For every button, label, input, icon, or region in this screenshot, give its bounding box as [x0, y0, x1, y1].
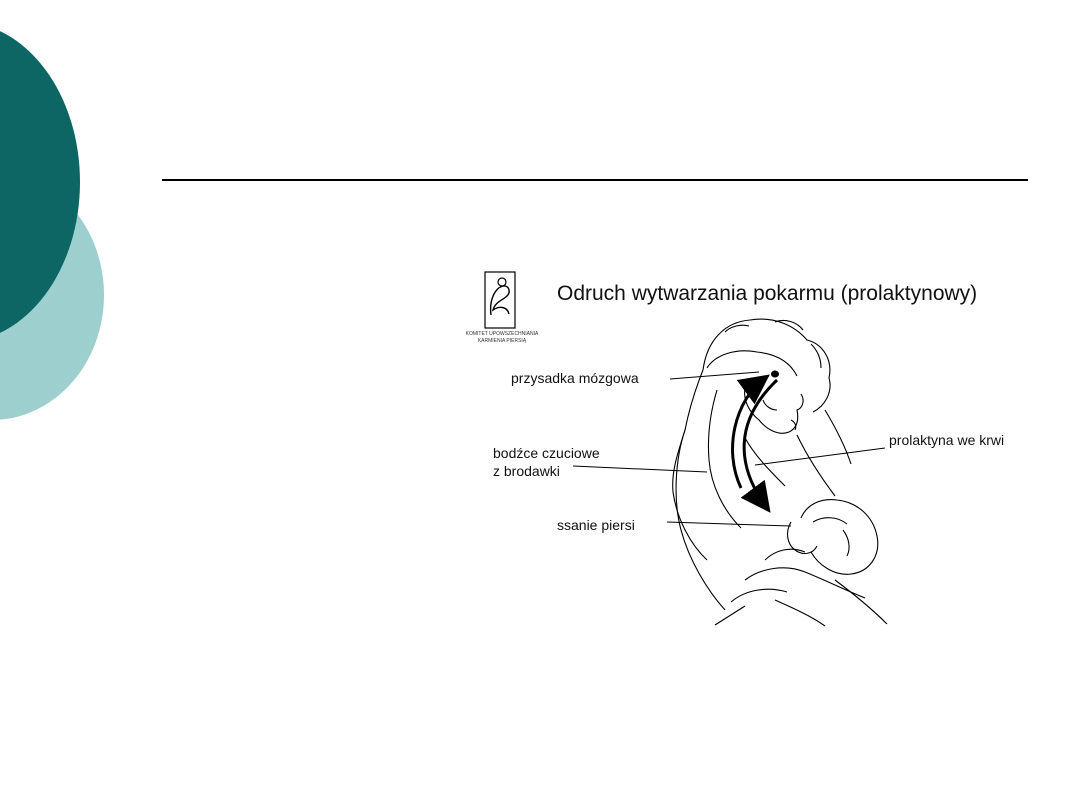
label-prolactin: prolaktyna we krwi	[889, 432, 1005, 448]
label-sensory-line2: z brodawki	[493, 463, 560, 479]
prolactin-reflex-diagram	[445, 260, 1045, 640]
logo-caption-line1: KOMITET UPOWSZECHNIANIA	[465, 331, 539, 337]
label-pituitary: przysadka mózgowa	[511, 370, 639, 386]
logo-icon	[485, 272, 515, 328]
logo-caption-line2: KARMIENIA PIERSIĄ	[477, 338, 527, 344]
title-rule	[162, 179, 1028, 181]
label-sensory-line1: bodźce czuciowe	[493, 445, 600, 461]
logo-caption	[447, 331, 557, 345]
baby-illustration	[715, 500, 887, 626]
label-suckling: ssanie piersi	[557, 517, 635, 533]
diagram-title: Odruch wytwarzania pokarmu (prolaktynowy)	[557, 282, 978, 305]
